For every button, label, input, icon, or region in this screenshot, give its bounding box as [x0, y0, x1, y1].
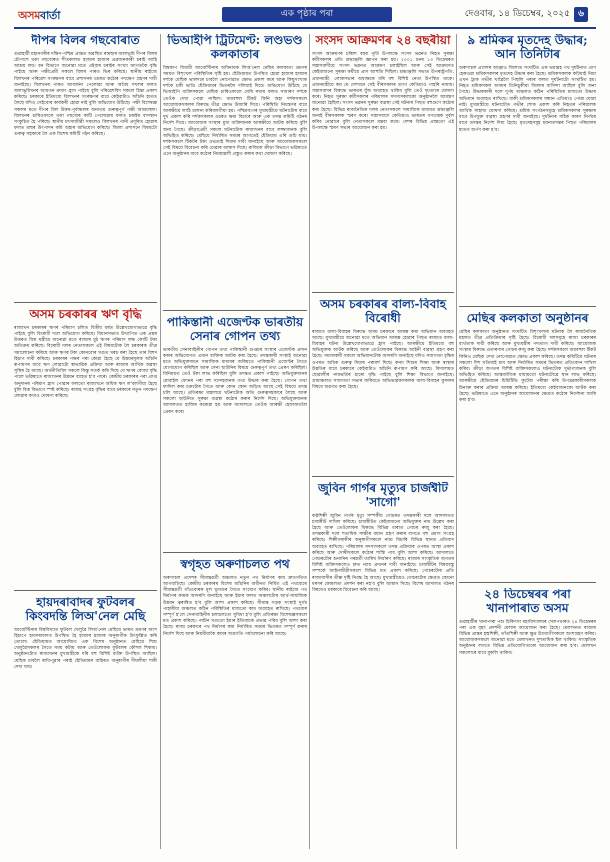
page-number: ৬	[574, 7, 588, 22]
article-headline: সংসদ আক্ৰমণৰ ২৪ বছৰীয়া	[315, 34, 451, 47]
article-headline: ভিআইপি ট্ৰিটমেণ্ট: লণ্ডভণ্ড কলকাতাৰ	[167, 34, 303, 61]
article-body: গুৱাহাটী মহানগৰীৰ দক্ষিণ-পশ্চিম প্ৰান্তত অৱস্থিত ৰামছাৰ জলাভূমি দীপৰ বিলৰ চৌপাশে থকা গছবোৰত শীতকালত হাজাৰ হাজাৰ প্ৰব্ৰজনকাৰী চৰাই আহি আশ্ৰয় লয়। বন বিভাগে জনোৱা মতে এইবাৰ চৰাইৰ সংখ্যা আগতকৈ বৃদ্ধি পাইছে আৰু পক্ষীপ্ৰেমী সকলে বিলৰ পাৰত ভিৰ কৰিছে। স্থানীয় ৰাইজে বিলখনৰ পৰিৱেশ সংৰক্ষণৰ বাবে প্ৰশাসনৰ ওচৰত কঠোৰ পদক্ষেপ গ্ৰহণৰ দাবী জনাইছে। বিলখনৰ পাৰত আবৰ্জনা পেলোৱা আৰু অবৈধ দখলৰ ফলত জলাভূমিখনৰ আয়তন ক্ৰমাৎ হ্ৰাস পাইছে বুলি পৰিৱেশবিদ সকলে চিন্তা প্ৰকাশ কৰিছে। চৰকাৰে ইতিমধ্যে বিলখনৰ সংৰক্ষণৰ বাবে কেইবাটাও আঁচনি হাতত লৈছে যদিও সেইবোৰ কাৰ্যকৰী হোৱা নাই বুলি অভিযোগ উঠিছে। পক্ষী বিশেষজ্ঞ সকলৰ মতে দীপৰ বিল উত্তৰ-পূৰ্বাঞ্চলৰ অন্যতম গুৰুত্বপূৰ্ণ পক্ষী আশ্ৰয়স্থল। বিলখনৰ চাৰিওফালে থকা গছবোৰ কাটি পেলোৱাৰ ফলত চৰাইৰ বাসস্থান সংকুচিত হৈ পৰিছে। স্থানীয় মৎস্যজীৱী সকলেও বিলখনৰ পানী প্ৰদূষিত হোৱাৰ ফলত মাছৰ উৎপাদন কমি অহাৰ অভিযোগ কৰিছে। জিলা প্ৰশাসনে বিষয়টো গুৰুত্ব সহকাৰে লৈ এক বিশেষ কমিটি গঠন কৰিছে।	[14, 51, 157, 138]
article-headline: হায়দৰাবাদৰ ফুটবলৰ কিংবদন্তি লিঅ'নেল মেছি	[25, 596, 146, 623]
article-body: মেছিৰ কলকাতা অনুষ্ঠানত সংঘটিত বিশৃংখলাৰ ঘটনাক লৈ ৰাজনৈতিক মহলত তীব্ৰ প্ৰতিক্ৰিয়াৰ সৃষ্টি হৈছে। বিৰোধী দলসমূহে ৰাজ্য চৰকাৰৰ ব্যৰ্থতাক দায়ী কৰিছে আৰু মুখ্যমন্ত্ৰীৰ পদত্যাগ দাবী কৰিছে। আয়োজক সংস্থাৰ বিৰুদ্ধে প্ৰতাৰণাৰ গোচৰ ৰুজু কৰা হৈছে। দৰ্শকসকলে ব্যয়বহুল টিকট কিনিও মেছিক দেখা নোপোৱাত ক্ষোভ প্ৰকাশ কৰিছে। তদন্ত কমিটিয়ে ঘটনাৰ সকলো দিশ খতিয়াই চাব আৰু নিৰ্ধাৰিত সময়ৰ ভিতৰত প্ৰতিবেদন দাখিল কৰিব। ক্ৰীড়া জগতৰ বিশিষ্ট ব্যক্তিসকলেও ঘটনাটোক দুৰ্ভাগ্যজনক বুলি অভিহিত কৰিছে। আন্তৰ্জাতিক মাধ্যমতো ঘটনাটোৱে স্থান লাভ কৰিছে। আৰক্ষীয়ে ষ্টেডিয়ামৰ চিচিটিভি ফুটেজ পৰীক্ষা কৰি উপদ্ৰৱকাৰীসকলক চিনাক্ত কৰাৰ প্ৰক্ৰিয়া আৰম্ভ কৰিছে। ইতিমধ্যে কেইবাজনকো আটক কৰা হৈছে। ভৱিষ্যতে এনে অনুষ্ঠানৰ আয়োজনৰ ক্ষেত্ৰত কঠোৰ নিৰ্দেশনা জাৰি কৰা হ'ব।	[459, 329, 596, 404]
column-1	[14, 34, 157, 849]
logo-part2: বাৰ্তা	[40, 9, 61, 22]
page-header	[0, 0, 610, 30]
date-line	[465, 7, 588, 22]
article-headline: অসম চৰকাৰৰ ঋণ বৃদ্ধি	[29, 308, 142, 321]
article-body: কণ্ঠশিল্পী জুবিন গাৰ্গৰ মৃত্যু সম্পৰ্কীয় গোচৰত তদন্তকাৰী দলে আদালতত চাৰ্জশ্বীট দাখিল কৰিছে। চাৰ্জশ্বীটত কেইবাজনো অভিযুক্তৰ নাম উল্লেখ কৰা হৈছে আৰু তেওঁলোকৰ বিৰুদ্ধে বিভিন্ন ধাৰাত গোচৰ ৰুজু কৰা হৈছে। তদন্তকাৰী দলে শতাধিক সাক্ষীৰ বয়ান গ্ৰহণ কৰাৰ লগতে বহু প্ৰমাণ সংগ্ৰহ কৰিছে। শিল্পীগৰাকীৰ অনুৰাগীসকলে ন্যায় বিচাৰি বিভিন্ন স্থানত প্ৰতিবাদ অব্যাহত ৰাখিছে। পৰিয়ালৰ সদস্যসকলে তদন্ত প্ৰক্ৰিয়াৰ ওপৰত আস্থা প্ৰকাশ কৰিছে আৰু দোষীসকলে কঠোৰ শাস্তি পাব বুলি আশা কৰিছে। আদালতে গোচৰটোৰ শুনানিৰ পৰৱৰ্তী তাৰিখ নিৰ্ধাৰণ কৰিছে। ৰাজ্যৰ সাংস্কৃতিক জগতৰ বিশিষ্ট ব্যক্তিসকলেও দ্ৰুত ন্যায় প্ৰদানৰ দাবী জনাইছে। চাৰ্জশ্বীটৰ বিষয়বস্তু সম্পৰ্কে আইনজীৱীসকলে বিভিন্ন মত প্ৰকাশ কৰিছে। গোচৰটোৰ প্ৰতি ৰাজ্যবাসীৰ তীক্ষ্ণ দৃষ্টি নিবদ্ধ হৈ আছে। মুখ্যমন্ত্ৰীয়েও গোচৰটোৰ ক্ষেত্ৰত কোনো ধৰণৰ কোমলতা প্ৰদৰ্শন কৰা নহ'ব বুলি আশ্বাস দিছে। বিশেষ আদালত গঠনৰ বিষয়েও চৰকাৰে বিবেচনা কৰি আছে।	[312, 513, 454, 594]
newspaper-logo	[18, 8, 86, 24]
column-divider	[456, 34, 457, 849]
article-separator	[459, 582, 596, 583]
article	[163, 316, 307, 552]
column-2	[163, 34, 307, 849]
issue-date: দেওবাৰ, ১৪ ডিচেম্বৰ, ২০২৫	[464, 9, 570, 19]
article	[459, 34, 596, 306]
article-separator	[163, 552, 307, 553]
article-body: ৰাজ্যত বাল্য-বিবাহৰ বিৰুদ্ধে অসম চৰকাৰে আৰম্ভ কৰা অভিযান অব্যাহত আছে। মুখ্যমন্ত্ৰীয়ে জনোৱা মতে অভিযান আৰম্ভ হোৱাৰ পিছত ৰাজ্যত বাল্য-বিবাহৰ ঘটনা উল্লেখযোগ্যভাৱে হ্ৰাস পাইছে। আৰক্ষীয়ে ইতিমধ্যে বহু অভিযুক্তক আটক কৰিছে আৰু তেওঁলোকৰ বিৰুদ্ধে আইনী ব্যৱস্থা গ্ৰহণ কৰা হৈছে। সমাজকৰ্মী সকলে অভিযানটোক আদৰণি জনাইছে যদিও সজাগতা বৃদ্ধিৰ ওপৰত অধিক গুৰুত্ব দিয়াৰ পৰামৰ্শ দিছে। কন্যা শিশুৰ শিক্ষা আৰু স্বাস্থ্যৰ উন্নতিৰ বাবে চৰকাৰে কেইবাটাও আঁচনি ৰূপায়ণ কৰি আছে। বিদ্যালয়ত ছোৱালীৰ নামভৰ্তিৰ হাৰো বৃদ্ধি পাইছে বুলি শিক্ষা বিভাগে জনাইছে। গ্ৰামাঞ্চলত সজাগতা সভাৰ জৰিয়তে অভিভাৱকসকলক বাল্য-বিবাহৰ কুফলৰ বিষয়ে অৱগত কৰা হৈছে।	[312, 329, 454, 391]
article-separator	[312, 476, 454, 477]
article-body: অৰুণাচল প্ৰদেশৰ সীমান্তৱৰ্তী অঞ্চলত নতুন পথ নিৰ্মাণৰ কাম দ্ৰুতগতিত আগবাঢ়িছে। কেন্দ্ৰীয় চৰকাৰৰ বিশেষ আঁচনিৰ অধীনত নিৰ্মিত এই পথবোৰে সীমান্তৱৰ্তী গাঁওবোৰক মূল ভূখণ্ডৰ সৈতে সংযোগ কৰিব। স্থানীয় ৰাইজে পথ নিৰ্মাণৰ কামক আদৰণি জনাইছে আৰু ইয়াৰ ফলত অঞ্চলটোৰ আৰ্থ-সামাজিক উন্নয়ন ত্বৰান্বিত হ'ব বুলি আশা প্ৰকাশ কৰিছে। সীমান্ত সড়ক সংস্থাই দুৰ্গম পাহাৰীয়া অঞ্চলত কঠিন পৰিস্থিতিৰ মাজতো কাম অব্যাহত ৰাখিছে। পথবোৰ সম্পূৰ্ণ হ'লে সেনাবাহিনীৰ চলাচলতো সুবিধা হ'ব বুলি প্ৰতিৰক্ষা বিশেষজ্ঞসকলে মত প্ৰকাশ কৰিছে। পৰ্যটন খণ্ডতো ইয়াৰ ইতিবাচক প্ৰভাৱ পৰিব বুলি আশা কৰা হৈছে। ৰাজ্য চৰকাৰে পথ নিৰ্মাণৰ কাম নিৰ্ধাৰিত সময়ৰ ভিতৰত সম্পূৰ্ণ কৰাৰ নিৰ্দেশ দিছে আৰু নিয়মীয়াকৈ কামৰ অগ্ৰগতি পৰ্যালোচনা কৰি আছে।	[163, 575, 307, 637]
article-body: বিশ্বকাপ বিজয়ী আৰ্জেণ্টিনাৰ অধিনায়ক লিঅ'নেল মেছিৰ কলকাতা ভ্ৰমণৰ সময়ত বিশৃংখল পৰিস্থিতিৰ সৃষ্টি হয়। ষ্টেডিয়ামত উপস্থিত হোৱা হাজাৰ হাজাৰ দৰ্শকে মেছিক ভালদৰে চাবলৈ নোপোৱাত ক্ষোভ প্ৰকাশ কৰে আৰু কিছুসংখ্যক দৰ্শকে চকী ভাঙি ষ্টেডিয়ামৰ ভিতৰলৈ দলিয়াই দিয়ে। অভিযোগ উঠিছে যে ভিআইপি ব্যক্তিসকলে মেছিক চাৰিওফালে ঘেৰি ৰখাৰ ফলত সাধাৰণ দৰ্শকে তেওঁক দেখা পোৱা নাছিল। ব্যয়বহুল টিকট কিনি অহা দৰ্শকসকলে আয়োজকসকলৰ বিৰুদ্ধে তীব্ৰ ক্ষোভ উজাৰি দিয়ে। পৰিস্থিতি নিয়ন্ত্ৰণৰ বাবে আৰক্ষীয়ে লাঠি চালনা কৰিবলগীয়া হয়। পশ্চিমবংগৰ মুখ্যমন্ত্ৰীয়ে ঘটনাটোৰ বাবে দুখ প্ৰকাশ কৰি দৰ্শকসকলৰ ওচৰত ক্ষমা বিচাৰে আৰু এক তদন্ত কমিটি গঠনৰ নিৰ্দেশ দিয়ে। আয়োজক সংস্থাৰ মুখ্য ব্যক্তিজনক আৰক্ষীয়ে আটক কৰিছে বুলি জনা গৈছে। ক্ৰীড়াপ্ৰেমী সকলে ঘটনাটোক ৰাজ্যখনৰ বাবে লজ্জাজনক বুলি অভিহিত কৰিছে। মেছিয়ে নিৰ্ধাৰিত সময়ৰ আগতেই ষ্টেডিয়াম এৰি গুচি যায়। দৰ্শকসকলে টিকটৰ টকা ওভতাই দিয়াৰ দাবী জনাইছে আৰু আয়োজকসকলে সেই বিষয়ে বিবেচনা কৰি চোৱাৰ আশ্বাস দিছে। ৰাজ্যিক ক্ৰীড়া বিভাগে ভৱিষ্যতে এনে অনুষ্ঠানৰ বাবে কঠোৰ নিয়মাৱলী প্ৰস্তুত কৰাৰ কথা ঘোষণা কৰিছে।	[163, 65, 307, 158]
article-separator	[312, 292, 454, 293]
article-separator	[163, 310, 307, 311]
article	[459, 312, 596, 582]
article	[14, 34, 157, 302]
column-divider	[160, 34, 161, 849]
article-body: অৰুণাচল প্ৰদেশৰ আঞ্জাও জিলাত সংঘটিত এক ভয়াৱহ পথ দুৰ্ঘটনাত প্ৰাণ হেৰুওৱা শ্ৰমিকসকলৰ মৃতদেহ উদ্ধাৰ কৰা হৈছে। শ্ৰমিকসকলক কঢ়িয়াই নিয়া এখন ট্ৰাক গভীৰ খাৱৈলৈ পিছলি পৰাৰ ফলত দুৰ্ঘটনাটো সংঘটিত হয়। নিহত শ্ৰমিকসকল অসমৰ তিনিচুকীয়া জিলাৰ বাসিন্দা আছিল বুলি জনা গৈছে। উদ্ধাৰকাৰী দলে দুৰ্গম অঞ্চলত কঠিন পৰিস্থিতিৰ মাজতো উদ্ধাৰ অভিযান অব্যাহত ৰাখিছে। বাকী শ্ৰমিকসকলৰ সন্ধান এতিয়াও পোৱা যোৱা নাই। মুখ্যমন্ত্ৰীয়ে ঘটনাটোত গভীৰ শোক প্ৰকাশ কৰি নিহতৰ পৰিয়ালক আৰ্থিক সাহায্য ঘোষণা কৰিছে। শ্ৰমিক সংগঠনসমূহে শ্ৰমিকসকলৰ সুৰক্ষাৰ বাবে উপযুক্ত ব্যৱস্থা গ্ৰহণৰ দাবী জনাইছে। দুৰ্ঘটনাৰ সঠিক কাৰণ নিৰ্ণয়ৰ বাবে তদন্তৰ নিৰ্দেশ দিয়া হৈছে। মৃতদেহসমূহ ময়নাতদন্তৰ পিছত পৰিয়ালৰ হাতত অৰ্পণ কৰা হ'ব।	[459, 65, 596, 133]
article-body: ভাৰতীয় সেনাবাহিনীৰ গোপন তথ্য পাকিস্তানী গুপ্তচৰ সংস্থাৰ এজেণ্টক প্ৰদান কৰাৰ অভিযোগত এজন ব্যক্তিক আটক কৰা হৈছে। তদন্তকাৰী সংস্থাই জনোৱা মতে অভিযুক্তজনে সামাজিক মাধ্যমৰ জৰিয়তে পাকিস্তানী এজেণ্টৰ সৈতে যোগাযোগ কৰিছিল আৰু সেনা ছাউনিৰ বিষয়ে গুৰুত্বপূৰ্ণ তথ্য প্ৰেৰণ কৰিছিল। বিনিময়ত তেওঁ টকা লাভ কৰিছিল বুলি তদন্তত প্ৰকাশ পাইছে। অভিযুক্তজনৰ মোবাইল ফোনৰ পৰা বহু সন্দেহজনক তথ্য উদ্ধাৰ কৰা হৈছে। গোপন তথ্য ফাদিল কৰা চক্ৰটোৰ সৈতে আৰু কোন কোন জড়িত আছে সেই বিষয়ে তদন্ত চলি আছে। প্ৰতিৰক্ষা মন্ত্ৰালয়ে ঘটনাটোক অতি গুৰুত্বসহকাৰে লৈছে আৰু সকলো ছাউনিত সুৰক্ষা ব্যৱস্থা কঠোৰ কৰাৰ নিৰ্দেশ দিছে। অভিযুক্তজনক আদালতত হাজিৰ কৰোৱা হয় আৰু আদালতে তেওঁক আৰক্ষী হেফাজতলৈ প্ৰেৰণ কৰে।	[163, 347, 307, 415]
article-body: সংসদ আক্ৰমণৰ চব্বিশ বছৰ পূৰ্তি উপলক্ষে সংসদ ভৱনত নিহত সুৰক্ষা কৰ্মীসকলৰ প্ৰতি শ্ৰদ্ধাঞ্জলি জ্ঞাপন কৰা হয়। ২০০১ চনৰ ১৩ ডিচেম্বৰত সন্ত্ৰাসবাদীয়ে সংসদ ভৱনত আক্ৰমণ চলাইছিল আৰু সেই আক্ৰমণত কেইবাজনো সুৰক্ষা কৰ্মীয়ে প্ৰাণ আহুতি দিছিল। শ্ৰদ্ধাঞ্জলি সভাত উপৰাষ্ট্ৰপতি, প্ৰধানমন্ত্ৰী, লোকসভাৰ অধ্যক্ষকে ধৰি বহু বিশিষ্ট নেতা উপস্থিত থাকে। প্ৰধানমন্ত্ৰীয়ে কয় যে দেশখনে সেই বীৰসকলৰ ত্যাগ কেতিয়াও পাহৰি নাযায়। সন্ত্ৰাসবাদৰ বিৰুদ্ধে ভাৰতৰ যুঁজ অব্যাহত থাকিব বুলি তেওঁ দৃঢ়তাৰে ঘোষণা কৰে। নিহত সুৰক্ষা কৰ্মীসকলৰ পৰিয়ালৰ সদস্যসকলকো অনুষ্ঠানলৈ আমন্ত্ৰণ জনোৱা হৈছিল। সংসদ ভৱনৰ সুৰক্ষা ব্যৱস্থা সেই ঘটনাৰ পিছত বহুগুণে কঠোৰ কৰা হৈছে। বিভিন্ন ৰাজনৈতিক দলৰ নেতাসকলে সামাজিক মাধ্যমত শ্ৰদ্ধাঞ্জলি জনাই বীৰসকলক স্মৰণ কৰে। সন্ত্ৰাসবাদে কেতিয়াও ভাৰতৰ গণতন্ত্ৰক দুৰ্বল কৰিব নোৱাৰে বুলি নেতাসকলে মন্তব্য কৰে। দেশৰ বিভিন্ন প্ৰান্ততো এই উপলক্ষে স্মৰণ সভাৰ আয়োজন কৰা হয়।	[312, 51, 454, 132]
article	[312, 34, 454, 292]
article-headline: অসম চৰকাৰৰ বাল্য-বিবাহ বিৰোধী	[319, 298, 447, 325]
article-headline: জুবিন গাৰ্গৰ মৃত্যুৰ চাৰ্জশ্বীট 'সাগো'	[318, 482, 448, 509]
column-4	[459, 34, 596, 849]
continued-banner: এক পৃষ্ঠাৰ পৰা	[222, 7, 392, 22]
article	[459, 588, 596, 849]
article	[14, 596, 157, 849]
column-divider	[309, 34, 310, 849]
article	[312, 298, 454, 476]
column-3	[312, 34, 454, 849]
article-headline: ২৪ ডিচেম্বৰৰ পৰা খানাপাৰাত অসম	[484, 588, 571, 615]
logo-part1: অসম	[18, 9, 41, 22]
article-separator	[14, 302, 157, 303]
article-separator	[459, 306, 596, 307]
article-body: আৰ্জেণ্টিনাৰ বিশ্ববিখ্যাত ফুটবল খেলুৱৈ লিঅ'নেল মেছিয়ে ভাৰত ভ্ৰমণৰ অংশ হিচাপে হায়দৰাবাদত উপস্থিত হৈ হাজাৰ হাজাৰ অনুৰাগীক উৎফুল্লিত কৰি তোলে। ষ্টেডিয়ামত আয়োজিত এক বিশেষ অনুষ্ঠানত মেছিয়ে শিশু খেলুৱৈসকলৰ সৈতে সময় কটায় আৰু তেওঁলোকক ফুটবলৰ কৌশল শিকায়। অনুষ্ঠানটোত ৰাজ্যখনৰ মুখ্যমন্ত্ৰীকে ধৰি বহু বিশিষ্ট ব্যক্তি উপস্থিত আছিল। মেছিক চাবলৈ ৰাতিপুৱাৰ পৰাই ষ্টেডিয়ামৰ বাহিৰত অনুৰাগীৰ দীঘলীয়া শাৰী দেখা যায়।	[14, 627, 157, 670]
article	[163, 558, 307, 849]
article-body: গুৱাহাটীৰ খানাপাৰা পশু চিকিৎসা মহাবিদ্যালয়ৰ খেলপথাৰত ২৪ ডিচেম্বৰৰ পৰা এক বৃহৎ প্ৰদৰ্শনী মেলাৰ আয়োজন কৰা হৈছে। মেলাখনত ৰাজ্যৰ বিভিন্ন প্ৰান্তৰ হস্তশিল্পী, তাঁতশিল্পী আৰু ক্ষুদ্ৰ উদ্যোগীসকলে অংশগ্ৰহণ কৰিব। আয়োজকসকলে জনোৱা মতে মেলাখনত দুশতাধিক ষ্টল থাকিব। সাংস্কৃতিক অনুষ্ঠানৰ লগতে বিভিন্ন প্ৰতিযোগিতাৰো আয়োজন কৰা হ'ব। মেলাখন সকলোৰে বাবে মুকলি থাকিব।	[459, 619, 596, 656]
article-headline: স্বগৃহত অৰুণাচলত পথ	[180, 558, 290, 571]
article-body: ৰাজ্যখন চৰকাৰৰ ঋণৰ পৰিমাণ চলিত বিত্তীয় বৰ্ষত উল্লেখযোগ্যভাৱে বৃদ্ধি পাইছে বুলি বিৰোধী দলে অভিযোগ কৰিছে। বিধানসভাত উত্থাপিত এক প্ৰশ্নৰ উত্তৰত বিত্ত মন্ত্ৰীয়ে জনোৱা মতে ৰাজ্যৰ মুঠ ঋণৰ পৰিমাণ লক্ষ কোটি টকা অতিক্ৰম কৰিছে। বিৰোধী দলৰ নেতাসকলে এই বিষয়টোক লৈ চৰকাৰক তীব্ৰ সমালোচনা কৰিছে আৰু ঋণৰ টকা কোনবোৰ খণ্ডত খৰচ কৰা হৈছে তাৰ বিশদ হিচাপ দাবী কৰিছে। চৰকাৰৰ পক্ষৰ পৰা কোৱা হৈছে যে উন্নয়নমূলক আঁচনি ৰূপায়ণৰ বাবে ঋণ লোৱাটো স্বাভাৱিক প্ৰক্ৰিয়া আৰু ৰাজ্যৰ আৰ্থিক অৱস্থা সুস্থিৰ হৈ আছে। অৰ্থনীতিবিদ সকলে কিন্তু সতৰ্ক কৰি দিছে যে ঋণৰ বোজা বৃদ্ধি পালে ভৱিষ্যতে ৰাজ্যখনৰ উন্নয়ন ব্যাহত হ'ব পাৰে। কেন্দ্ৰীয় চৰকাৰৰ পৰা প্ৰাপ্ত অনুদানৰ পৰিমাণ হ্ৰাস পোৱাৰ ফলতো ৰাজ্যখনে অধিক ঋণ ল'বলগীয়া হৈছে বুলি বিত্ত বিভাগে স্পষ্ট কৰিছে। ৰাজহ সংগ্ৰহ বৃদ্ধিৰ বাবে চৰকাৰে নতুন পদক্ষেপ লোৱাৰ কথাও ঘোষণা কৰিছে।	[14, 325, 157, 400]
header-rule	[14, 27, 596, 29]
article-headline: ৯ শ্ৰমিকৰ মৃতদেহ উদ্ধাৰ; আন তিনিটাৰ	[467, 34, 588, 61]
article	[163, 34, 307, 310]
article-headline: মেছিৰ কলকাতা অনুষ্ঠানৰ	[466, 312, 589, 325]
article	[312, 482, 454, 849]
article-headline: পাকিস্তানী এজেণ্টক ভাৰতীয় সেনাৰ গোপন তথ্য	[166, 316, 304, 343]
article-headline: দীপৰ বিলৰ গছবোৰাত	[31, 34, 140, 47]
article-separator	[14, 590, 157, 591]
article	[14, 308, 157, 590]
